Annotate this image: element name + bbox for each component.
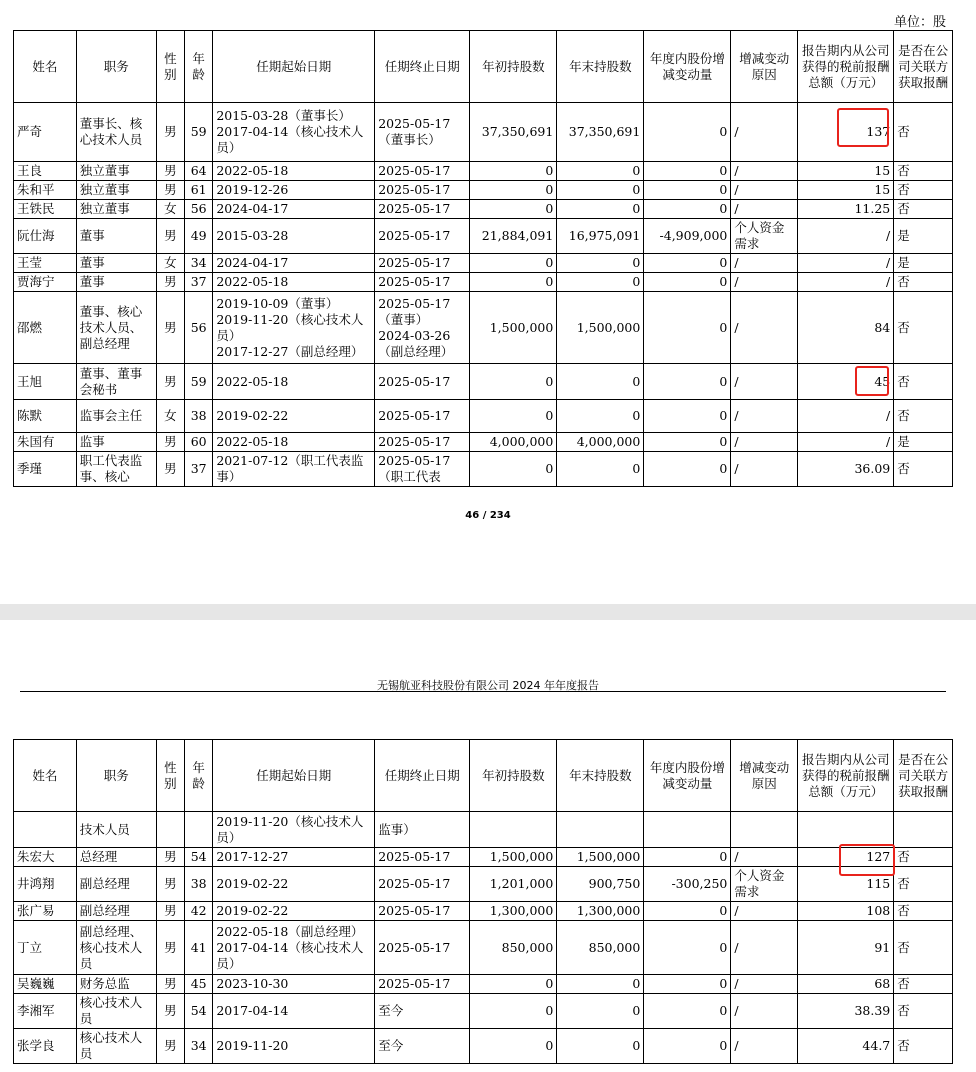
cell-title: 董事、董事会秘书: [76, 364, 156, 400]
cell-age: 60: [184, 433, 212, 452]
cell-change: 0: [644, 902, 731, 921]
page-number: 46 / 234: [465, 510, 511, 521]
column-header: 年龄: [184, 740, 212, 812]
cell-end-shares: 0: [557, 975, 644, 994]
cell-name: 李湘军: [14, 994, 77, 1029]
cell-gender: 男: [156, 921, 184, 975]
cell-begin-shares: 850,000: [470, 921, 557, 975]
column-header: 增减变动原因: [731, 31, 798, 103]
cell-start: 2024-04-17: [213, 254, 375, 273]
cell-related: 否: [894, 975, 953, 994]
cell-gender: 男: [156, 867, 184, 902]
cell-pay: 11.25: [798, 200, 894, 219]
cell-name: 王铁民: [14, 200, 77, 219]
cell-related: 否: [894, 273, 953, 292]
cell-name: 阮仕海: [14, 219, 77, 254]
cell-age: 42: [184, 902, 212, 921]
cell-change: 0: [644, 103, 731, 162]
cell-reason: 个人资金需求: [731, 867, 798, 902]
cell-pay: /: [798, 273, 894, 292]
cell-end: 2025-05-17: [375, 921, 470, 975]
cell-gender: 男: [156, 433, 184, 452]
table-row: [14, 219, 953, 254]
cell-start: 2024-04-17: [213, 200, 375, 219]
table-row: [14, 975, 953, 994]
cell-reason: /: [731, 292, 798, 364]
cell-end: 2025-05-17: [375, 433, 470, 452]
cell-age: 38: [184, 400, 212, 433]
cell-pay: 127: [798, 848, 894, 867]
column-header: 年度内股份增减变动量: [644, 740, 731, 812]
cell-start: 2019-02-22: [213, 867, 375, 902]
cell-reason: /: [731, 200, 798, 219]
cell-end: 至今: [375, 994, 470, 1029]
cell-reason: /: [731, 902, 798, 921]
cell-name: 张学良: [14, 1029, 77, 1064]
cell-start: 2015-03-28（董事长） 2017-04-14（核心技术人员）: [213, 103, 375, 162]
director-table-part2: [13, 739, 953, 1064]
highlight-box-137: [837, 108, 889, 147]
cell-age: 41: [184, 921, 212, 975]
cell-name: 吴巍巍: [14, 975, 77, 994]
report-page-47: [0, 620, 976, 1072]
cell-title: 董事: [76, 273, 156, 292]
table-row: [14, 162, 953, 181]
cell-start: 2019-12-26: [213, 181, 375, 200]
cell-begin-shares: 4,000,000: [470, 433, 557, 452]
cell-end-shares: 1,500,000: [557, 848, 644, 867]
cell-gender: 男: [156, 452, 184, 487]
cell-pay: /: [798, 433, 894, 452]
cell-related: 否: [894, 452, 953, 487]
cell-begin-shares: 0: [470, 162, 557, 181]
cell-name: 朱宏大: [14, 848, 77, 867]
cell-pay: [798, 812, 894, 848]
cell-name: 朱和平: [14, 181, 77, 200]
cell-age: 54: [184, 994, 212, 1029]
cell-title: 副总经理: [76, 867, 156, 902]
cell-begin-shares: 0: [470, 273, 557, 292]
cell-title: 副总经理、核心技术人员: [76, 921, 156, 975]
column-header: 任期起始日期: [213, 740, 375, 812]
cell-related: 否: [894, 994, 953, 1029]
cell-pay: 15: [798, 162, 894, 181]
cell-change: 0: [644, 433, 731, 452]
table-row: [14, 400, 953, 433]
cell-age: 61: [184, 181, 212, 200]
cell-end-shares: 0: [557, 181, 644, 200]
cell-gender: 男: [156, 994, 184, 1029]
cell-change: 0: [644, 364, 731, 400]
cell-title: 独立董事: [76, 162, 156, 181]
cell-change: 0: [644, 200, 731, 219]
cell-start: 2019-11-20: [213, 1029, 375, 1064]
cell-related: 是: [894, 433, 953, 452]
cell-start: 2019-02-22: [213, 902, 375, 921]
cell-start: 2022-05-18: [213, 273, 375, 292]
cell-pay: /: [798, 219, 894, 254]
cell-age: 37: [184, 452, 212, 487]
cell-related: 是: [894, 219, 953, 254]
cell-pay: /: [798, 254, 894, 273]
table-row: [14, 254, 953, 273]
cell-age: 56: [184, 200, 212, 219]
cell-reason: /: [731, 273, 798, 292]
cell-title: 监事: [76, 433, 156, 452]
cell-end: 2025-05-17: [375, 181, 470, 200]
cell-name: 王良: [14, 162, 77, 181]
cell-pay: 137: [798, 103, 894, 162]
cell-name: 井鸿翔: [14, 867, 77, 902]
column-header: 年龄: [184, 31, 212, 103]
cell-title: 核心技术人员: [76, 1029, 156, 1064]
cell-age: 59: [184, 364, 212, 400]
cell-related: 否: [894, 292, 953, 364]
cell-related: 否: [894, 400, 953, 433]
cell-related: 否: [894, 848, 953, 867]
cell-change: 0: [644, 400, 731, 433]
cell-reason: [731, 812, 798, 848]
cell-reason: /: [731, 921, 798, 975]
cell-name: 陈默: [14, 400, 77, 433]
cell-name: 邵燃: [14, 292, 77, 364]
cell-name: 丁立: [14, 921, 77, 975]
cell-begin-shares: 0: [470, 400, 557, 433]
report-header: 无锡航亚科技股份有限公司 2024 年年度报告: [377, 679, 599, 692]
cell-related: 否: [894, 1029, 953, 1064]
cell-end-shares: 37,350,691: [557, 103, 644, 162]
unit-label: 单位：股: [893, 15, 946, 30]
cell-gender: 男: [156, 162, 184, 181]
cell-end: 2025-05-17: [375, 400, 470, 433]
column-header: 年初持股数: [470, 740, 557, 812]
cell-gender: 女: [156, 254, 184, 273]
cell-title: 董事长、核心技术人员: [76, 103, 156, 162]
column-header: 姓名: [14, 740, 77, 812]
cell-begin-shares: 0: [470, 254, 557, 273]
cell-start: 2019-11-20（核心技术人员）: [213, 812, 375, 848]
cell-reason: /: [731, 364, 798, 400]
column-header: 是否在公司关联方获取报酬: [894, 740, 953, 812]
cell-change: 0: [644, 921, 731, 975]
cell-start: 2022-05-18: [213, 364, 375, 400]
cell-related: 否: [894, 902, 953, 921]
cell-name: 季瑾: [14, 452, 77, 487]
cell-pay: 84: [798, 292, 894, 364]
cell-begin-shares: 1,300,000: [470, 902, 557, 921]
cell-start: 2019-02-22: [213, 400, 375, 433]
cell-begin-shares: 0: [470, 994, 557, 1029]
cell-change: 0: [644, 975, 731, 994]
table-row: [14, 433, 953, 452]
column-header: 任期终止日期: [375, 740, 470, 812]
cell-change: 0: [644, 994, 731, 1029]
cell-name: 张广易: [14, 902, 77, 921]
table-row: [14, 921, 953, 975]
cell-end: 2025-05-17 （职工代表: [375, 452, 470, 487]
cell-gender: 男: [156, 848, 184, 867]
cell-end: 监事）: [375, 812, 470, 848]
director-table-part1: [13, 30, 953, 487]
cell-reason: 个人资金需求: [731, 219, 798, 254]
cell-change: -4,909,000: [644, 219, 731, 254]
cell-begin-shares: 1,500,000: [470, 848, 557, 867]
cell-end: 2025-05-17: [375, 848, 470, 867]
cell-end: 2025-05-17 （董事） 2024-03-26 （副总经理）: [375, 292, 470, 364]
column-header: 报告期内从公司获得的税前报酬总额（万元）: [798, 740, 894, 812]
cell-gender: 男: [156, 273, 184, 292]
column-header: 年末持股数: [557, 740, 644, 812]
cell-age: 45: [184, 975, 212, 994]
cell-reason: /: [731, 452, 798, 487]
cell-change: 0: [644, 1029, 731, 1064]
cell-gender: 男: [156, 1029, 184, 1064]
cell-age: [184, 812, 212, 848]
cell-reason: /: [731, 181, 798, 200]
column-header: 姓名: [14, 31, 77, 103]
cell-end-shares: 4,000,000: [557, 433, 644, 452]
cell-change: 0: [644, 292, 731, 364]
table-row: [14, 292, 953, 364]
highlight-box-127: [839, 844, 895, 876]
cell-name: 严奇: [14, 103, 77, 162]
cell-name: 王莹: [14, 254, 77, 273]
cell-start: 2023-10-30: [213, 975, 375, 994]
cell-pay: 38.39: [798, 994, 894, 1029]
cell-end-shares: 0: [557, 364, 644, 400]
cell-start: 2015-03-28: [213, 219, 375, 254]
cell-related: 是: [894, 254, 953, 273]
cell-begin-shares: 0: [470, 364, 557, 400]
cell-pay: 45: [798, 364, 894, 400]
cell-end-shares: 1,500,000: [557, 292, 644, 364]
cell-gender: 男: [156, 103, 184, 162]
cell-end: 2025-05-17: [375, 364, 470, 400]
cell-begin-shares: 1,500,000: [470, 292, 557, 364]
table-row: [14, 1029, 953, 1064]
cell-reason: /: [731, 254, 798, 273]
cell-gender: 男: [156, 181, 184, 200]
cell-end: 至今: [375, 1029, 470, 1064]
table-row: [14, 994, 953, 1029]
cell-gender: 男: [156, 292, 184, 364]
cell-gender: 男: [156, 219, 184, 254]
cell-end-shares: 1,300,000: [557, 902, 644, 921]
cell-name: 王旭: [14, 364, 77, 400]
cell-related: 否: [894, 181, 953, 200]
cell-end: 2025-05-17: [375, 867, 470, 902]
cell-end: 2025-05-17 （董事长）: [375, 103, 470, 162]
column-header: 性别: [156, 31, 184, 103]
cell-related: 否: [894, 103, 953, 162]
cell-reason: /: [731, 994, 798, 1029]
cell-age: 37: [184, 273, 212, 292]
cell-end-shares: 0: [557, 254, 644, 273]
cell-related: 否: [894, 162, 953, 181]
column-header: 增减变动原因: [731, 740, 798, 812]
cell-age: 59: [184, 103, 212, 162]
cell-pay: 44.7: [798, 1029, 894, 1064]
cell-start: 2017-04-14: [213, 994, 375, 1029]
cell-start: 2021-07-12（职工代表监事）: [213, 452, 375, 487]
cell-change: -300,250: [644, 867, 731, 902]
table-row: [14, 848, 953, 867]
cell-end-shares: 850,000: [557, 921, 644, 975]
column-header: 职务: [76, 740, 156, 812]
column-header: 任期终止日期: [375, 31, 470, 103]
cell-age: 54: [184, 848, 212, 867]
cell-end: 2025-05-17: [375, 902, 470, 921]
cell-related: 否: [894, 867, 953, 902]
page-separator: [0, 604, 976, 620]
table1-header-row: [14, 31, 953, 103]
cell-change: 0: [644, 848, 731, 867]
cell-end: 2025-05-17: [375, 162, 470, 181]
cell-title: 职工代表监事、核心: [76, 452, 156, 487]
cell-begin-shares: 21,884,091: [470, 219, 557, 254]
cell-pay: 36.09: [798, 452, 894, 487]
cell-end: 2025-05-17: [375, 254, 470, 273]
cell-gender: [156, 812, 184, 848]
cell-title: 副总经理: [76, 902, 156, 921]
header-divider: [20, 691, 946, 692]
column-header: 是否在公司关联方获取报酬: [894, 31, 953, 103]
table-row: [14, 103, 953, 162]
column-header: 职务: [76, 31, 156, 103]
cell-end-shares: 0: [557, 200, 644, 219]
cell-pay: 91: [798, 921, 894, 975]
cell-gender: 女: [156, 400, 184, 433]
cell-begin-shares: 0: [470, 1029, 557, 1064]
table-row: [14, 273, 953, 292]
cell-end-shares: 900,750: [557, 867, 644, 902]
table-row: [14, 200, 953, 219]
cell-end-shares: 16,975,091: [557, 219, 644, 254]
cell-related: 否: [894, 921, 953, 975]
cell-related: [894, 812, 953, 848]
cell-change: 0: [644, 162, 731, 181]
cell-title: 独立董事: [76, 181, 156, 200]
cell-gender: 女: [156, 200, 184, 219]
cell-reason: /: [731, 975, 798, 994]
table-row: [14, 867, 953, 902]
cell-reason: /: [731, 162, 798, 181]
cell-reason: /: [731, 848, 798, 867]
cell-end-shares: 0: [557, 1029, 644, 1064]
cell-end-shares: [557, 812, 644, 848]
cell-end: 2025-05-17: [375, 200, 470, 219]
cell-pay: 108: [798, 902, 894, 921]
column-header: 年末持股数: [557, 31, 644, 103]
cell-begin-shares: [470, 812, 557, 848]
cell-title: 财务总监: [76, 975, 156, 994]
cell-gender: 男: [156, 364, 184, 400]
table-row: [14, 902, 953, 921]
cell-start: 2022-05-18（副总经理） 2017-04-14（核心技术人员）: [213, 921, 375, 975]
cell-end: 2025-05-17: [375, 975, 470, 994]
cell-end: 2025-05-17: [375, 273, 470, 292]
cell-change: 0: [644, 452, 731, 487]
cell-age: 49: [184, 219, 212, 254]
cell-name: 贾海宁: [14, 273, 77, 292]
cell-gender: 男: [156, 975, 184, 994]
cell-reason: /: [731, 433, 798, 452]
cell-change: 0: [644, 273, 731, 292]
cell-change: 0: [644, 181, 731, 200]
cell-name: [14, 812, 77, 848]
cell-begin-shares: 37,350,691: [470, 103, 557, 162]
column-header: 年度内股份增减变动量: [644, 31, 731, 103]
cell-end-shares: 0: [557, 400, 644, 433]
cell-start: 2022-05-18: [213, 162, 375, 181]
cell-end: 2025-05-17: [375, 219, 470, 254]
cell-end-shares: 0: [557, 162, 644, 181]
cell-begin-shares: 0: [470, 181, 557, 200]
cell-end-shares: 0: [557, 452, 644, 487]
column-header: 任期起始日期: [213, 31, 375, 103]
cell-title: 总经理: [76, 848, 156, 867]
cell-pay: 115: [798, 867, 894, 902]
cell-age: 34: [184, 1029, 212, 1064]
cell-reason: /: [731, 1029, 798, 1064]
cell-end-shares: 0: [557, 273, 644, 292]
cell-pay: /: [798, 400, 894, 433]
cell-title: 董事: [76, 254, 156, 273]
table-row: [14, 452, 953, 487]
column-header: 年初持股数: [470, 31, 557, 103]
cell-reason: /: [731, 103, 798, 162]
highlight-box-45: [855, 366, 889, 396]
cell-start: 2017-12-27: [213, 848, 375, 867]
cell-age: 64: [184, 162, 212, 181]
cell-title: 董事: [76, 219, 156, 254]
cell-title: 独立董事: [76, 200, 156, 219]
cell-begin-shares: 0: [470, 452, 557, 487]
table-row: [14, 812, 953, 848]
cell-begin-shares: 1,201,000: [470, 867, 557, 902]
cell-start: 2022-05-18: [213, 433, 375, 452]
column-header: 报告期内从公司获得的税前报酬总额（万元）: [798, 31, 894, 103]
column-header: 性别: [156, 740, 184, 812]
cell-start: 2019-10-09（董事） 2019-11-20（核心技术人员） 2017-12-27（副总经理）: [213, 292, 375, 364]
cell-reason: /: [731, 400, 798, 433]
cell-begin-shares: 0: [470, 975, 557, 994]
cell-age: 34: [184, 254, 212, 273]
cell-title: 技术人员: [76, 812, 156, 848]
cell-title: 监事会主任: [76, 400, 156, 433]
cell-end-shares: 0: [557, 994, 644, 1029]
cell-related: 否: [894, 200, 953, 219]
cell-name: 朱国有: [14, 433, 77, 452]
cell-pay: 15: [798, 181, 894, 200]
cell-begin-shares: 0: [470, 200, 557, 219]
table2-header-row: [14, 740, 953, 812]
cell-pay: 68: [798, 975, 894, 994]
cell-title: 董事、核心技术人员、副总经理: [76, 292, 156, 364]
cell-related: 否: [894, 364, 953, 400]
cell-age: 56: [184, 292, 212, 364]
table-row: [14, 181, 953, 200]
cell-age: 38: [184, 867, 212, 902]
cell-title: 核心技术人员: [76, 994, 156, 1029]
cell-gender: 男: [156, 902, 184, 921]
table-row: [14, 364, 953, 400]
cell-change: 0: [644, 254, 731, 273]
cell-change: [644, 812, 731, 848]
